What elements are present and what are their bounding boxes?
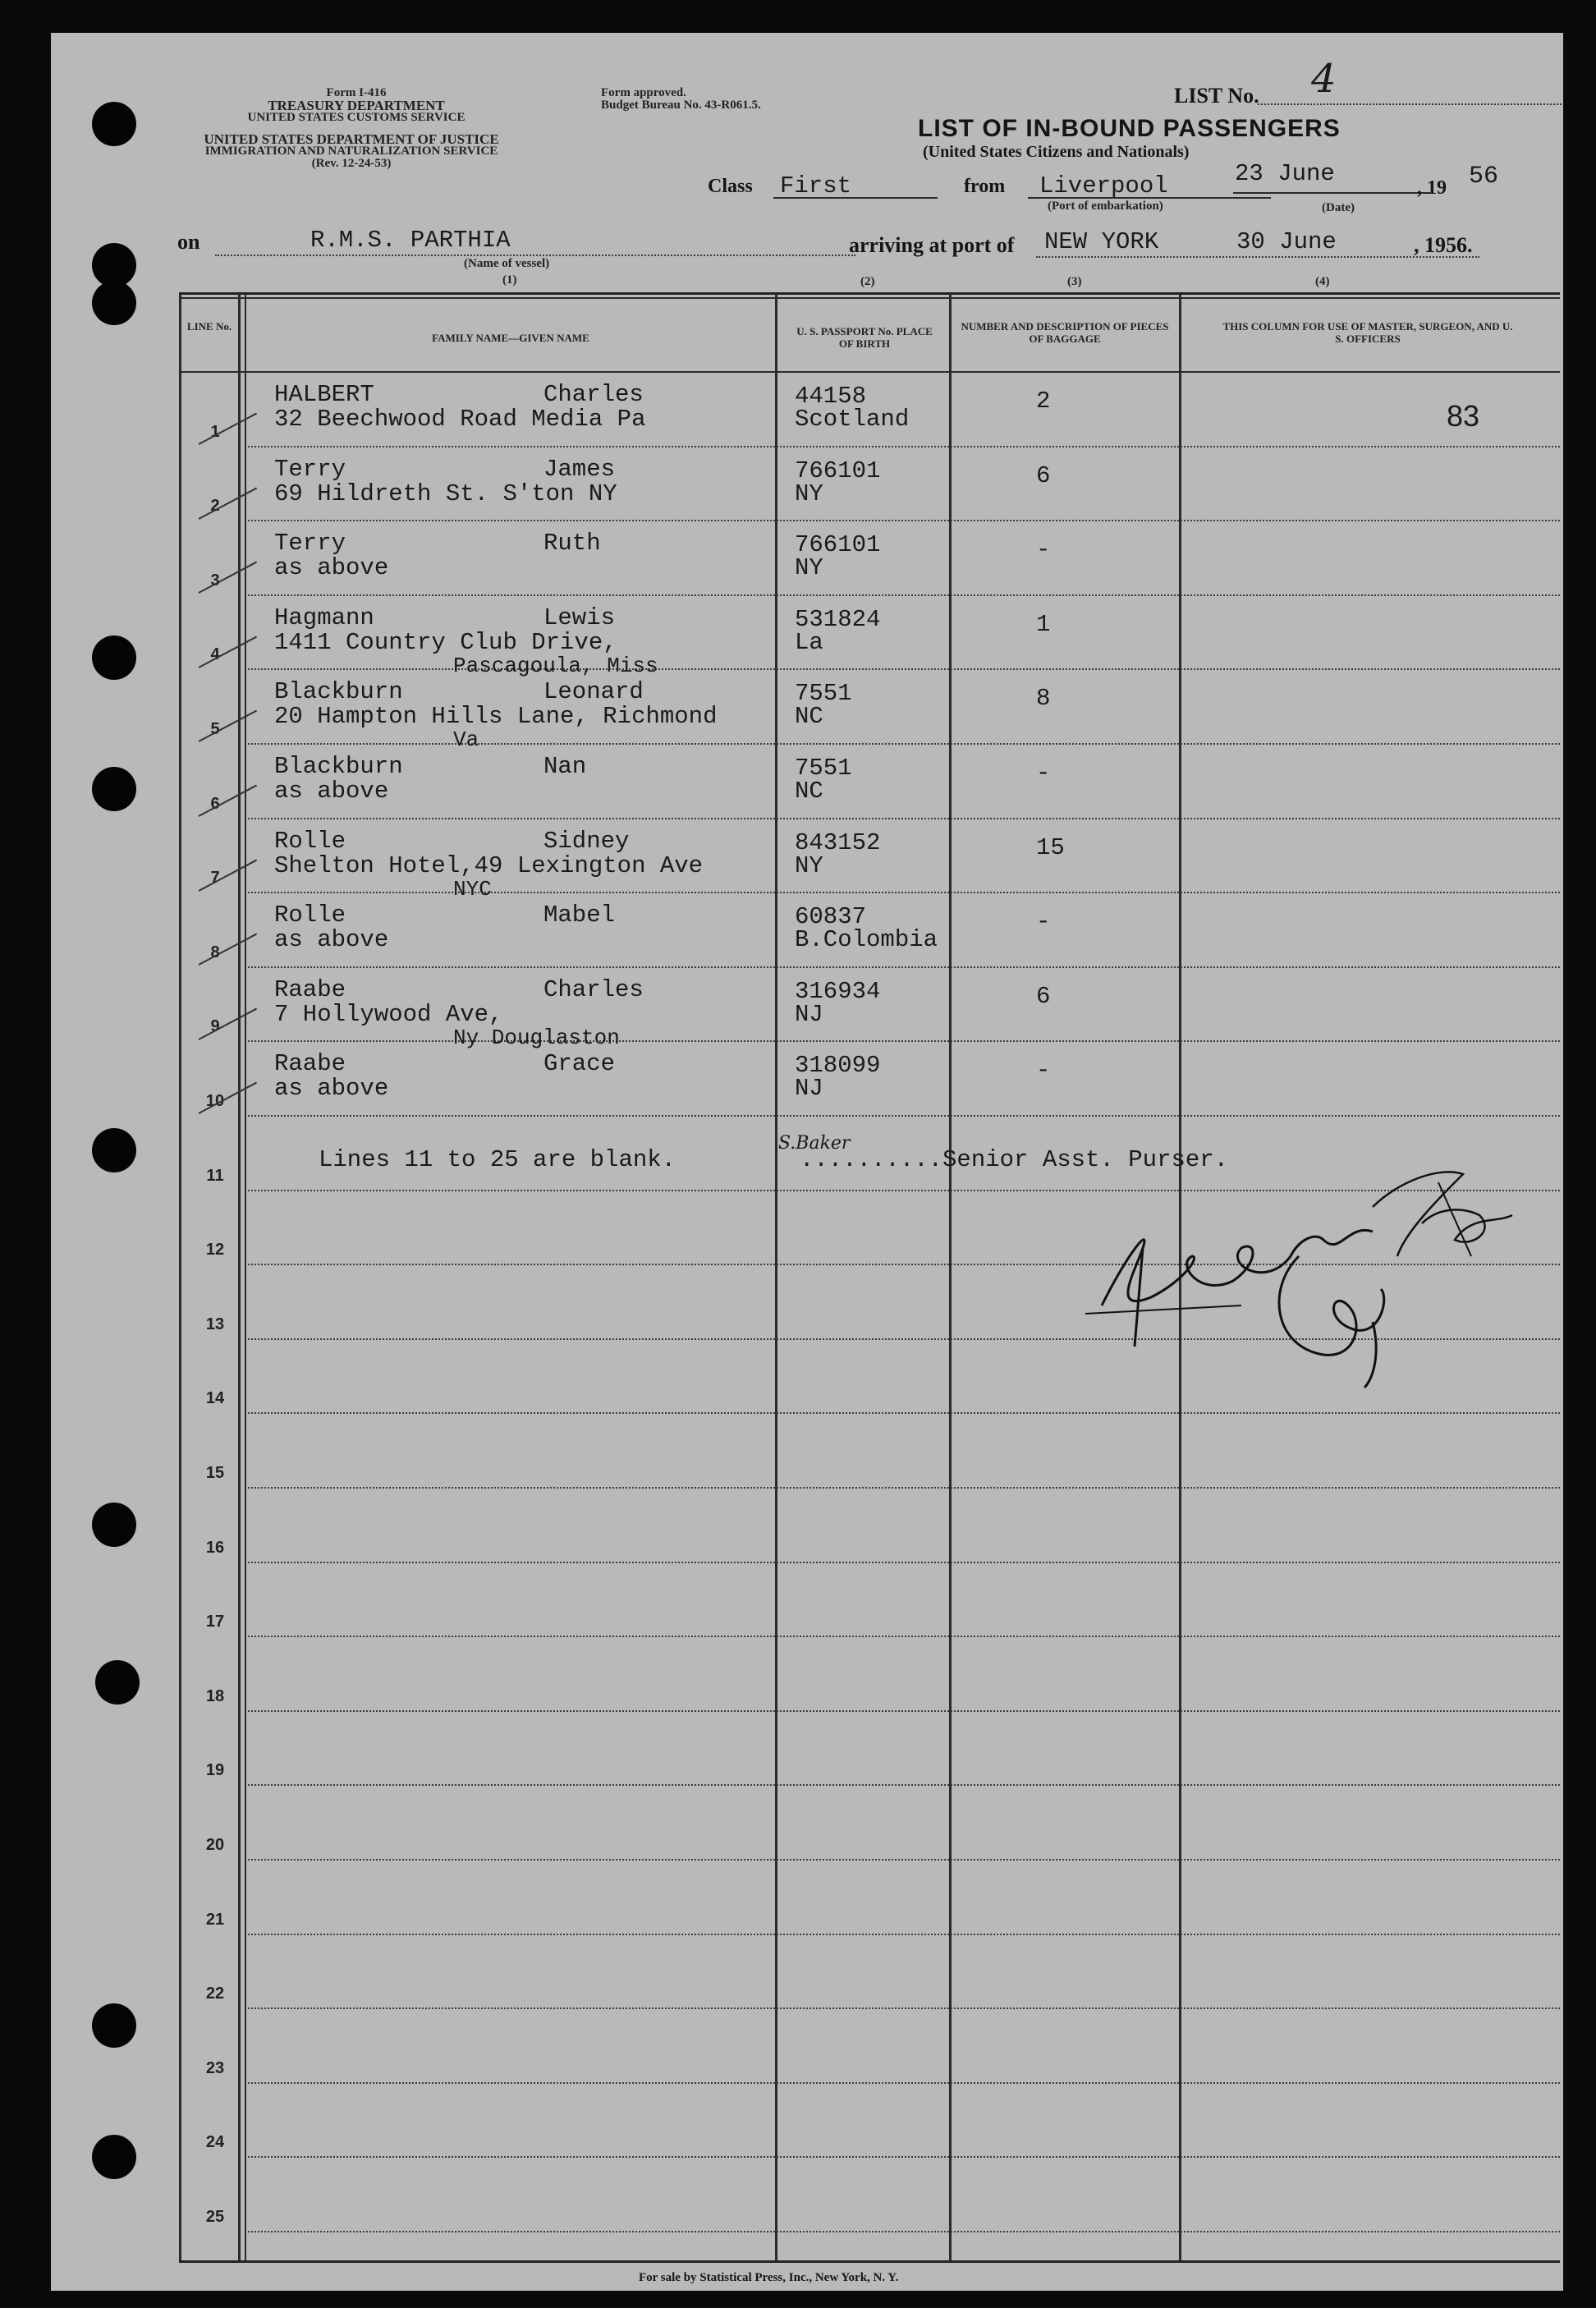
passenger-given-name: Charles [543,975,644,1003]
row-separator [248,1040,1560,1042]
passenger-given-name: Mabel [543,902,616,929]
row-separator [248,2082,1560,2084]
passport-number: 44158 [795,383,867,410]
officer-signature [1053,1133,1545,1396]
passenger-address: 69 Hildreth St. S'ton NY [274,479,617,507]
punch-hole [92,1128,136,1172]
passenger-surname: Rolle [274,827,346,855]
page-title: LIST OF IN-BOUND PASSENGERS [918,115,1341,142]
passenger-address: 7 Hollywood Ave, [274,1000,503,1028]
header-officers-use: THIS COLUMN FOR USE OF MASTER, SURGEON, AND U. S. OFFICERS [1222,320,1513,345]
row-separator [248,743,1560,745]
year-prefix: , 19 [1417,177,1447,199]
column-number-1: (1) [502,273,517,287]
list-no-value: 4 [1311,56,1337,102]
place-of-birth: Scotland [795,406,910,433]
passenger-address: Shelton Hotel,49 Lexington Ave [274,851,704,879]
passenger-address-line2: Ny Douglaston [453,1025,620,1050]
place-of-birth: NY [795,851,823,879]
baggage-count: 1 [1036,610,1051,638]
line-number: 14 [205,1389,225,1408]
passenger-address: as above [274,554,389,582]
passport-number: 843152 [795,828,881,856]
line-number: 2 [210,497,220,516]
row-separator [248,2156,1560,2158]
immigration-service: IMMIGRATION AND NATURALIZATION SERVICE [204,145,498,158]
place-of-birth: NC [795,703,823,731]
punch-hole [92,102,136,146]
year-value: 56 [1469,163,1499,190]
arrival-port: NEW YORK [1044,228,1159,255]
line-number: 18 [205,1686,225,1705]
place-of-birth: NJ [795,1075,823,1103]
blank-lines-note: Lines 11 to 25 are blank. [319,1146,676,1173]
line-number: 8 [210,943,220,961]
punch-hole [92,2003,136,2048]
line-number: 16 [205,1538,225,1557]
line-number: 21 [205,1910,225,1929]
line-number: 22 [205,1985,225,2003]
place-of-birth: NC [795,778,823,805]
row-separator [248,520,1560,521]
from-label: from [964,176,1006,197]
justice-department: UNITED STATES DEPARTMENT OF JUSTICE [204,131,499,147]
arriving-label: arriving at port of [849,233,1015,257]
passenger-surname: Raabe [274,1050,346,1078]
baggage-count: 2 [1036,388,1051,415]
from-value: Liverpool [1039,172,1168,200]
page-subtitle: (United States Citizens and Nationals) [923,143,1190,161]
officer-note: 83 [1447,399,1480,433]
passenger-given-name: James [543,455,616,483]
vessel-name: R.M.S. PARTHIA [310,227,511,254]
row-separator [248,1859,1560,1861]
passport-number: 7551 [795,680,852,708]
passport-number: 318099 [795,1052,881,1080]
line-number: 10 [205,1092,225,1110]
passenger-surname: Blackburn [274,753,403,780]
line-number: 17 [205,1613,225,1631]
passport-number: 7551 [795,755,852,782]
passenger-address: 32 Beechwood Road Media Pa [274,406,646,433]
passenger-address: 1411 Country Club Drive, [274,628,617,656]
row-separator [248,892,1560,893]
departure-date: 23 June [1235,160,1335,187]
on-label: on [177,230,200,254]
passenger-surname: Terry [274,455,346,483]
punch-hole [92,2135,136,2179]
form-revision: (Rev. 12-24-53) [311,157,392,170]
baggage-count: - [1036,759,1051,787]
baggage-count: 6 [1036,982,1051,1010]
passenger-surname: HALBERT [274,381,374,408]
list-no-label: LIST No. [1174,84,1259,108]
column-number-4: (4) [1315,275,1330,288]
passenger-address-line2: Va [453,727,479,753]
place-of-birth: NY [795,554,823,582]
row-separator [248,818,1560,819]
line-number: 12 [205,1241,225,1260]
punch-hole [92,1503,136,1547]
header-baggage: NUMBER AND DESCRIPTION OF PIECES OF BAGGAGE [961,320,1169,345]
baggage-count: 6 [1036,461,1051,489]
passenger-address-line2: Pascagoula, Miss [453,653,658,678]
budget-bureau: Budget Bureau No. 43-R061.5. [601,99,761,112]
line-number: 3 [210,571,220,590]
passenger-given-name: Ruth [543,530,601,557]
table-left-border [179,294,181,2260]
row-separator [248,594,1560,596]
place-of-birth: La [795,628,823,656]
form-approved: Form approved. [601,86,686,99]
baggage-count: - [1036,908,1051,936]
passport-number: 766101 [795,457,881,484]
baggage-count: 8 [1036,685,1051,713]
form-number: Form I-416 [326,86,387,99]
baggage-count: - [1036,536,1051,564]
passenger-given-name: Charles [543,381,644,408]
baggage-count: 15 [1036,833,1065,861]
header-passport: U. S. PASSPORT No. PLACE OF BIRTH [796,325,933,350]
passport-number: 316934 [795,977,881,1005]
passenger-surname: Rolle [274,902,346,929]
passenger-given-name: Sidney [543,827,630,855]
customs-service: UNITED STATES CUSTOMS SERVICE [247,111,466,124]
line-number: 4 [210,645,220,664]
line-number: 5 [210,720,220,738]
passport-number: 531824 [795,605,881,633]
line-number: 20 [205,1836,225,1854]
passenger-surname: Blackburn [274,678,403,706]
port-caption: (Port of embarkation) [1048,200,1163,213]
passenger-surname: Hagmann [274,603,374,631]
line-number: 13 [205,1315,225,1333]
passport-number: 766101 [795,531,881,559]
row-separator [248,1562,1560,1563]
row-separator [248,1636,1560,1637]
passenger-given-name: Grace [543,1050,616,1078]
row-separator [248,1710,1560,1712]
class-value: First [780,172,852,200]
header-line-no: LINE No. [186,320,232,333]
place-of-birth: NJ [795,1000,823,1028]
punch-hole [95,1660,140,1705]
arrival-date: 30 June [1236,228,1337,255]
line-number: 25 [205,2208,225,2226]
date-caption: (Date) [1322,201,1355,214]
passenger-address: as above [274,778,389,805]
line-number: 6 [210,794,220,813]
manifest-page [51,33,1563,2291]
passenger-given-name: Leonard [543,678,644,706]
passenger-address: as above [274,1075,389,1103]
passenger-address: 20 Hampton Hills Lane, Richmond [274,703,718,731]
passenger-address-line2: NYC [453,876,492,902]
place-of-birth: NY [795,479,823,507]
row-separator [248,2007,1560,2009]
line-number: 24 [205,2133,225,2152]
footer-imprint: For sale by Statistical Press, Inc., New York, N. Y. [639,2271,899,2284]
arrival-year: , 1956. [1414,233,1473,257]
passport-number: 60837 [795,903,867,931]
row-separator [248,668,1560,670]
line-number: 1 [210,422,220,441]
treasury-department: TREASURY DEPARTMENT [268,98,445,113]
row-separator [248,1487,1560,1489]
line-number: 15 [205,1464,225,1482]
purser-title: ..........Senior Asst. Purser. [800,1146,1229,1173]
class-label: Class [708,176,753,197]
passenger-surname: Raabe [274,975,346,1003]
line-number: 23 [205,2058,225,2077]
punch-hole [92,281,136,325]
row-separator [248,2231,1560,2232]
line-number: 11 [206,1166,224,1185]
row-separator [248,1412,1560,1414]
line-number: 7 [210,869,220,888]
line-number: 9 [210,1017,220,1036]
passenger-surname: Terry [274,530,346,557]
passenger-given-name: Nan [543,753,587,780]
vessel-caption: (Name of vessel) [464,257,550,270]
passenger-address: as above [274,926,389,954]
column-number-2: (2) [860,275,875,288]
line-number: 19 [205,1761,225,1780]
row-separator [248,1784,1560,1786]
punch-hole [92,636,136,680]
row-separator [248,1115,1560,1117]
header-family-name: FAMILY NAME—GIVEN NAME [432,332,589,344]
table-top-rule [179,292,1560,295]
purser-initials: S.Baker [778,1133,851,1154]
baggage-count: - [1036,1057,1051,1085]
row-separator [248,446,1560,447]
row-separator [248,1934,1560,1935]
passenger-given-name: Lewis [543,603,616,631]
column-number-3: (3) [1067,275,1082,288]
place-of-birth: B.Colombia [795,926,938,954]
row-separator [248,966,1560,968]
punch-hole [92,767,136,811]
